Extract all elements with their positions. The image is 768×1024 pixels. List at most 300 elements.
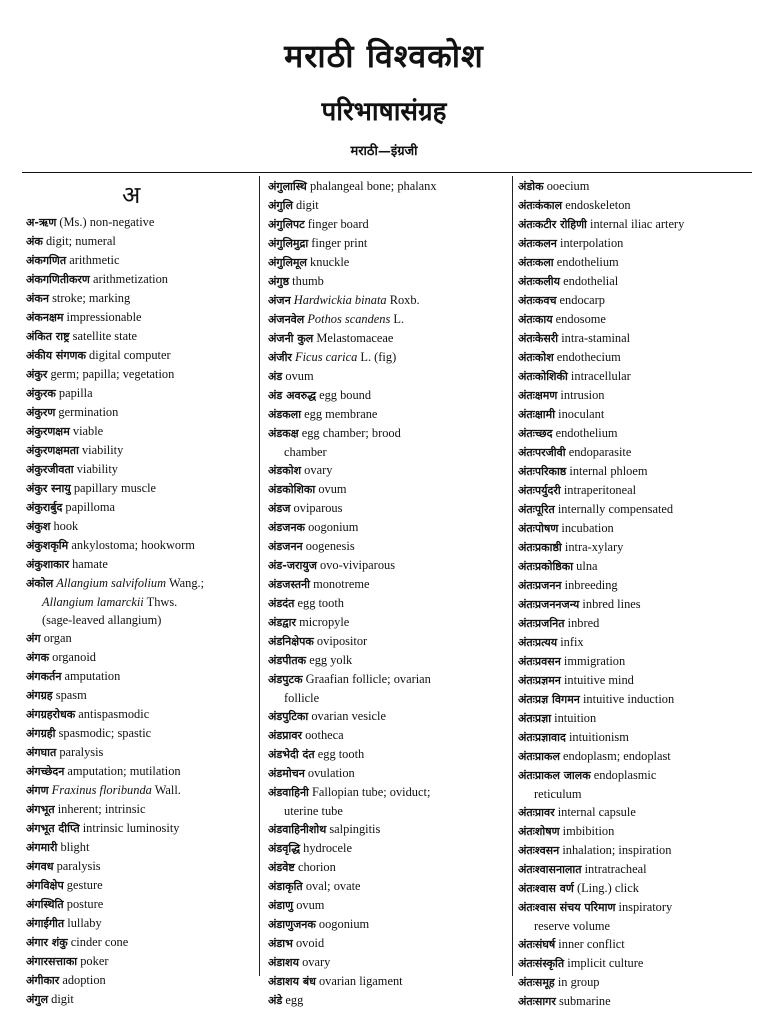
marathi-term: अंतःसागर <box>518 995 556 1008</box>
marathi-term: अंडजनक <box>268 521 306 534</box>
marathi-term: अंकन <box>26 292 49 305</box>
english-term: submarine <box>555 994 611 1008</box>
marathi-term: अंतःश्वास वर्ण <box>518 882 574 895</box>
marathi-term: अंकुर <box>26 368 48 381</box>
english-term: inbred lines <box>579 597 641 611</box>
english-term: egg <box>282 993 304 1007</box>
glossary-entry <box>268 972 508 991</box>
glossary-entry <box>518 291 754 310</box>
marathi-term: अंगण <box>26 784 49 797</box>
glossary-entry <box>26 270 250 289</box>
glossary-entry <box>518 671 754 690</box>
english-term: ovarian ligament <box>315 974 403 988</box>
marathi-term: अंगकर्तन <box>26 670 62 683</box>
glossary-entry <box>26 213 250 232</box>
glossary-entry <box>268 820 508 839</box>
marathi-term: अंतःपर्युदरी <box>518 484 561 497</box>
header-rule <box>22 172 752 173</box>
english-term: monotreme <box>309 577 370 591</box>
marathi-term: अंगस्थिति <box>26 898 64 911</box>
glossary-entry <box>26 308 250 327</box>
glossary-entry <box>518 234 754 253</box>
marathi-term: अंडपुटक <box>268 673 303 686</box>
glossary-entry <box>518 652 754 671</box>
marathi-term: अंजन <box>268 294 291 307</box>
english-term: ootheca <box>302 728 344 742</box>
glossary-entry <box>518 822 754 841</box>
english-term: intrusion <box>557 388 605 402</box>
english-term: intuition <box>551 711 597 725</box>
marathi-term: अंकनक्षम <box>26 311 64 324</box>
marathi-term: अंकीय संगणक <box>26 349 86 362</box>
english-term: poker <box>77 954 109 968</box>
marathi-term: अंडाणु <box>268 899 294 912</box>
glossary-entry <box>268 424 508 443</box>
glossary-entry <box>268 348 508 367</box>
english-term: ovum <box>315 482 347 496</box>
glossary-entry <box>268 405 508 424</box>
glossary-entry <box>518 898 754 917</box>
english-term: intraperitoneal <box>560 483 637 497</box>
english-term: hook <box>50 519 79 533</box>
marathi-term: अंडवृद्धि <box>268 842 301 855</box>
glossary-entry <box>268 896 508 915</box>
glossary-entry <box>26 914 250 933</box>
glossary-entry <box>268 745 508 764</box>
english-term: adoption <box>59 973 106 987</box>
marathi-term: अंतःसंस्कृति <box>518 957 565 970</box>
english-term: oogonium <box>305 520 359 534</box>
english-term: uterine tube <box>284 804 343 818</box>
marathi-term: अंतःकलन <box>518 237 557 250</box>
marathi-term: अंगग्रहरोधक <box>26 708 76 721</box>
marathi-term: अंगाईगीत <box>26 917 65 930</box>
glossary-entry <box>268 556 508 575</box>
glossary-entry <box>268 934 508 953</box>
english-term: inherent; intrinsic <box>54 802 146 816</box>
glossary-entry <box>268 594 508 613</box>
glossary-entry <box>518 329 754 348</box>
marathi-term: अंतःप्रत्यय <box>518 636 558 649</box>
glossary-entry <box>268 764 508 783</box>
english-term: inbreeding <box>561 578 618 592</box>
english-term: amputation <box>61 669 121 683</box>
glossary-entry <box>26 517 250 536</box>
english-term: stroke; marking <box>48 291 131 305</box>
marathi-term: अंतःकवच <box>518 294 557 307</box>
glossary-entry <box>26 460 250 479</box>
glossary-entry <box>26 762 250 781</box>
glossary-entry <box>268 177 508 196</box>
language-pair: मराठी—इंग्रजी <box>350 144 418 159</box>
marathi-term: अंडाभ <box>268 937 293 950</box>
glossary-entry <box>518 992 754 1011</box>
marathi-term: अंग <box>26 632 41 645</box>
english-term: intuitionism <box>565 730 629 744</box>
glossary-entry <box>26 498 250 517</box>
english-term: arithmetization <box>89 272 168 286</box>
glossary-entry <box>518 766 754 785</box>
glossary-entry <box>518 954 754 973</box>
english-term: egg bound <box>316 388 372 402</box>
english-term: intra-xylary <box>561 540 624 554</box>
botanical-name: Allangium salvifolium <box>56 576 167 590</box>
marathi-term: अंगमारी <box>26 841 58 854</box>
marathi-term: अंतःश्वासनालात <box>518 863 582 876</box>
marathi-term: अ-ऋण <box>26 216 57 229</box>
marathi-term: अंतःप्रकोष्ठिका <box>518 560 574 573</box>
glossary-entry <box>26 857 250 876</box>
glossary-entry <box>26 422 250 441</box>
english-term: Fallopian tube; oviduct; <box>308 785 431 799</box>
glossary-entry <box>518 690 754 709</box>
marathi-term: अंतःपरजीवी <box>518 446 566 459</box>
marathi-term: अंकुशकृमि <box>26 539 69 552</box>
marathi-term: अंतःप्रजनन <box>518 579 562 592</box>
marathi-term: अंडे <box>268 994 283 1007</box>
glossary-entry <box>26 724 250 743</box>
english-term: ovary <box>301 463 333 477</box>
english-term-suffix: Roxb. <box>386 293 420 307</box>
glossary-entry <box>26 800 250 819</box>
marathi-term: अंतःकला <box>518 256 554 269</box>
glossary-entry <box>26 648 250 667</box>
glossary-column-1 <box>26 177 250 1009</box>
english-term: cinder cone <box>67 935 129 949</box>
glossary-entry <box>518 803 754 822</box>
english-term: satellite state <box>69 329 138 343</box>
marathi-term: अंगक <box>26 651 50 664</box>
english-term: knuckle <box>306 255 350 269</box>
marathi-term: अंडकक्ष <box>268 427 299 440</box>
marathi-term: अंतःप्रजननजन्य <box>518 598 580 611</box>
marathi-term: अंडाणुजनक <box>268 918 316 931</box>
marathi-term: अंतःसंघर्ष <box>518 938 556 951</box>
english-term: reserve volume <box>534 919 611 933</box>
marathi-term: अंक <box>26 235 43 248</box>
marathi-term: अंकुशाकार <box>26 558 69 571</box>
english-term: internally compensated <box>554 502 674 516</box>
marathi-term: अंकुरार्बुद <box>26 501 63 514</box>
glossary-entry <box>26 952 250 971</box>
glossary-entry <box>518 860 754 879</box>
english-term: endoplasmic <box>590 768 657 782</box>
glossary-entry <box>26 838 250 857</box>
glossary-entry <box>518 443 754 462</box>
glossary-entry <box>26 933 250 952</box>
marathi-term: अंगुलास्थि <box>268 180 307 193</box>
botanical-name: Fraxinus floribunda <box>51 783 152 797</box>
english-term: internal phloem <box>566 464 648 478</box>
english-term: chamber <box>284 445 327 459</box>
glossary-entry <box>518 424 754 443</box>
glossary-entry <box>26 289 250 308</box>
english-term: egg membrane <box>301 407 378 421</box>
english-term: viability <box>78 443 124 457</box>
glossary-entry <box>26 403 250 422</box>
marathi-term: अंडजस्तनी <box>268 578 310 591</box>
marathi-term: अंतःपोषण <box>518 522 559 535</box>
glossary-entry <box>268 783 508 802</box>
english-term: ovum <box>282 369 314 383</box>
english-term: implicit culture <box>564 956 644 970</box>
english-term: infix <box>557 635 584 649</box>
english-term: papilloma <box>62 500 115 514</box>
english-term: (sage-leaved allangium) <box>42 613 162 627</box>
glossary-entry <box>26 743 250 762</box>
english-term: internal capsule <box>554 805 636 819</box>
marathi-term: अंगुलिपट <box>268 218 305 231</box>
english-term: chorion <box>294 860 336 874</box>
marathi-term: अंडवेष्ट <box>268 861 295 874</box>
marathi-term: अंगीकार <box>26 974 60 987</box>
entry-continuation <box>518 917 754 935</box>
marathi-term: अंतःप्राकल जालक <box>518 769 591 782</box>
english-term: inner conflict <box>555 937 625 951</box>
marathi-term: अंगुलि <box>268 199 293 212</box>
english-term-suffix: Wall. <box>151 783 181 797</box>
english-term: digit <box>292 198 319 212</box>
marathi-term: अंडपीतक <box>268 654 307 667</box>
marathi-term: अंडनिक्षेपक <box>268 635 314 648</box>
marathi-term: अंतःप्रावर <box>518 806 555 819</box>
marathi-term: अंतःपरिकाष्ठ <box>518 465 567 478</box>
glossary-entry <box>518 935 754 954</box>
glossary-entry <box>518 272 754 291</box>
glossary-entry <box>26 705 250 724</box>
glossary-entry <box>518 728 754 747</box>
glossary-entry <box>268 575 508 594</box>
marathi-term: अंकुरणक्षमता <box>26 444 79 457</box>
glossary-entry <box>518 841 754 860</box>
marathi-term: अंतःकोशिकी <box>518 370 568 383</box>
glossary-entry <box>518 557 754 576</box>
english-term: internal iliac artery <box>586 217 685 231</box>
english-term: organoid <box>49 650 96 664</box>
marathi-term: अंडदंत <box>268 597 295 610</box>
english-term: phalangeal bone; phalanx <box>306 179 437 193</box>
glossary-entry <box>518 576 754 595</box>
marathi-term: अंगुलिमूल <box>268 256 307 269</box>
column-divider-1 <box>259 176 260 976</box>
english-term: arithmetic <box>66 253 120 267</box>
entry-continuation <box>268 802 508 820</box>
marathi-term: अंड-जरायुज <box>268 559 317 572</box>
marathi-term: अंडाशय बंध <box>268 975 316 988</box>
english-term: oval; ovate <box>302 879 361 893</box>
marathi-term: अंतःप्रज्ञमन <box>518 674 561 687</box>
marathi-term: अंकुश <box>26 520 51 533</box>
english-term: inbred <box>564 616 600 630</box>
english-term: inoculant <box>555 407 605 421</box>
glossary-entry <box>518 386 754 405</box>
english-term: papillary muscle <box>70 481 157 495</box>
glossary-entry <box>26 971 250 990</box>
marathi-term: अंगभूत <box>26 803 55 816</box>
glossary-entry <box>26 232 250 251</box>
english-term: endoskeleton <box>562 198 631 212</box>
english-term: digit; numeral <box>42 234 116 248</box>
marathi-term: अंतःसमूह <box>518 976 555 989</box>
marathi-term: अंतःप्रजनित <box>518 617 565 630</box>
english-term: digital computer <box>85 348 171 362</box>
english-term: incubation <box>558 521 614 535</box>
glossary-entry <box>518 253 754 272</box>
marathi-term: अंकुर स्नायु <box>26 482 71 495</box>
glossary-entry <box>518 538 754 557</box>
english-term-suffix: L. <box>390 312 405 326</box>
english-term: ovarian vesicle <box>308 709 386 723</box>
marathi-term: अंडजनन <box>268 540 303 553</box>
english-term-suffix: L. (fig) <box>357 350 397 364</box>
english-term: endothelium <box>553 255 619 269</box>
english-term: endocarp <box>556 293 605 307</box>
english-term: ovulation <box>304 766 355 780</box>
glossary-entry <box>26 686 250 705</box>
english-term: intra-staminal <box>558 331 631 345</box>
english-term: spasm <box>52 688 87 702</box>
marathi-term: अंडकोश <box>268 464 302 477</box>
marathi-term: अंतःकटीर रोहिणी <box>518 218 587 231</box>
marathi-term: अंतःप्राकल <box>518 750 560 763</box>
glossary-entry <box>268 310 508 329</box>
marathi-term: अंडमोचन <box>268 767 305 780</box>
english-term: egg chamber; brood <box>298 426 401 440</box>
english-term: immigration <box>560 654 626 668</box>
english-term: intracellular <box>567 369 631 383</box>
english-term: ovoid <box>292 936 325 950</box>
glossary-column-3 <box>518 177 754 1011</box>
marathi-term: अंतःप्रज्ञ विगमन <box>518 693 580 706</box>
glossary-entry <box>518 196 754 215</box>
glossary-entry <box>268 253 508 272</box>
english-term: intrinsic luminosity <box>79 821 180 835</box>
english-term: ovary <box>299 955 331 969</box>
glossary-entry <box>26 895 250 914</box>
glossary-entry <box>268 272 508 291</box>
english-term: endosome <box>552 312 606 326</box>
glossary-entry <box>26 479 250 498</box>
glossary-entry <box>518 500 754 519</box>
glossary-entry <box>268 726 508 745</box>
english-term: oogonium <box>315 917 370 931</box>
glossary-entry <box>268 858 508 877</box>
english-term: ooecium <box>543 179 590 193</box>
glossary-entry <box>26 574 250 593</box>
marathi-term: अंडाशय <box>268 956 299 969</box>
glossary-entry <box>518 215 754 234</box>
glossary-entry <box>26 819 250 838</box>
english-term: inhalation; inspiration <box>559 843 672 857</box>
botanical-name: Pothos scandens <box>307 312 391 326</box>
glossary-entry <box>26 327 250 346</box>
english-term: germination <box>55 405 119 419</box>
english-term: paralysis <box>56 745 104 759</box>
english-term: hamate <box>68 557 108 571</box>
glossary-entry <box>518 481 754 500</box>
marathi-term: अंगवध <box>26 860 54 873</box>
marathi-term: अंतःक्षामी <box>518 408 556 421</box>
english-term: follicle <box>284 691 320 705</box>
english-term-suffix: Thws. <box>143 595 178 609</box>
marathi-term: अंतःपूरित <box>518 503 555 516</box>
english-term: endothecium <box>553 350 621 364</box>
marathi-term: अंडकला <box>268 408 302 421</box>
english-term: ovum <box>293 898 325 912</box>
glossary-entry <box>268 537 508 556</box>
marathi-term: अंकुरक <box>26 387 56 400</box>
glossary-entry <box>26 346 250 365</box>
glossary-entry <box>268 196 508 215</box>
english-term: Graafian follicle; ovarian <box>302 672 431 686</box>
marathi-term: अंड अवरुद्ध <box>268 389 317 402</box>
marathi-term: अंगग्रह <box>26 689 53 702</box>
english-term: (Ms.) non-negative <box>56 215 155 229</box>
english-term: lullaby <box>64 916 102 930</box>
english-term: Melastomaceae <box>313 331 394 345</box>
glossary-entry <box>518 709 754 728</box>
marathi-term: अंतःकोश <box>518 351 554 364</box>
marathi-term: अंतःश्वास संचय परिमाण <box>518 901 616 914</box>
english-term: finger print <box>308 236 368 250</box>
glossary-entry <box>26 555 250 574</box>
glossary-entry <box>518 879 754 898</box>
marathi-term: अंजनी कुल <box>268 332 314 345</box>
glossary-entry <box>518 348 754 367</box>
glossary-entry <box>268 461 508 480</box>
english-term: micropyle <box>295 615 350 629</box>
english-term: egg yolk <box>306 653 353 667</box>
glossary-entry <box>268 234 508 253</box>
marathi-term: अंतःकंकाल <box>518 199 563 212</box>
glossary-entry <box>518 747 754 766</box>
glossary-entry <box>26 667 250 686</box>
glossary-entry <box>268 953 508 972</box>
marathi-term: अंडपुटिका <box>268 710 309 723</box>
glossary-entry <box>268 499 508 518</box>
marathi-term: अंगविक्षेप <box>26 879 64 892</box>
english-term: hydrocele <box>300 841 352 855</box>
glossary-entry <box>268 877 508 896</box>
glossary-entry <box>518 405 754 424</box>
english-term: thumb <box>289 274 324 288</box>
english-term: interpolation <box>556 236 624 250</box>
marathi-term: अंजनवेल <box>268 313 305 326</box>
glossary-entry <box>26 441 250 460</box>
marathi-term: अंकुरण <box>26 406 56 419</box>
glossary-column-2 <box>268 177 508 1010</box>
glossary-entry <box>268 670 508 689</box>
marathi-term: अंडद्वार <box>268 616 296 629</box>
marathi-term: अंडभेदी दंत <box>268 748 315 761</box>
marathi-term: अंगुलिमुद्रा <box>268 237 309 250</box>
marathi-term: अंकुरजीवता <box>26 463 74 476</box>
english-term: (Ling.) click <box>573 881 639 895</box>
marathi-term: अंतःप्रज्ञा <box>518 712 552 725</box>
glossary-entry <box>26 365 250 384</box>
english-term: antispasmodic <box>75 707 150 721</box>
english-term: endoparasite <box>565 445 632 459</box>
marathi-term: अंतःशोषण <box>518 825 560 838</box>
entry-continuation <box>26 593 250 611</box>
english-term: endothelium <box>552 426 618 440</box>
glossary-entry <box>268 839 508 858</box>
glossary-entry <box>26 536 250 555</box>
marathi-term: अंतःकेसरी <box>518 332 559 345</box>
english-term: reticulum <box>534 787 582 801</box>
english-term: organ <box>40 631 72 645</box>
english-term: egg tooth <box>314 747 365 761</box>
